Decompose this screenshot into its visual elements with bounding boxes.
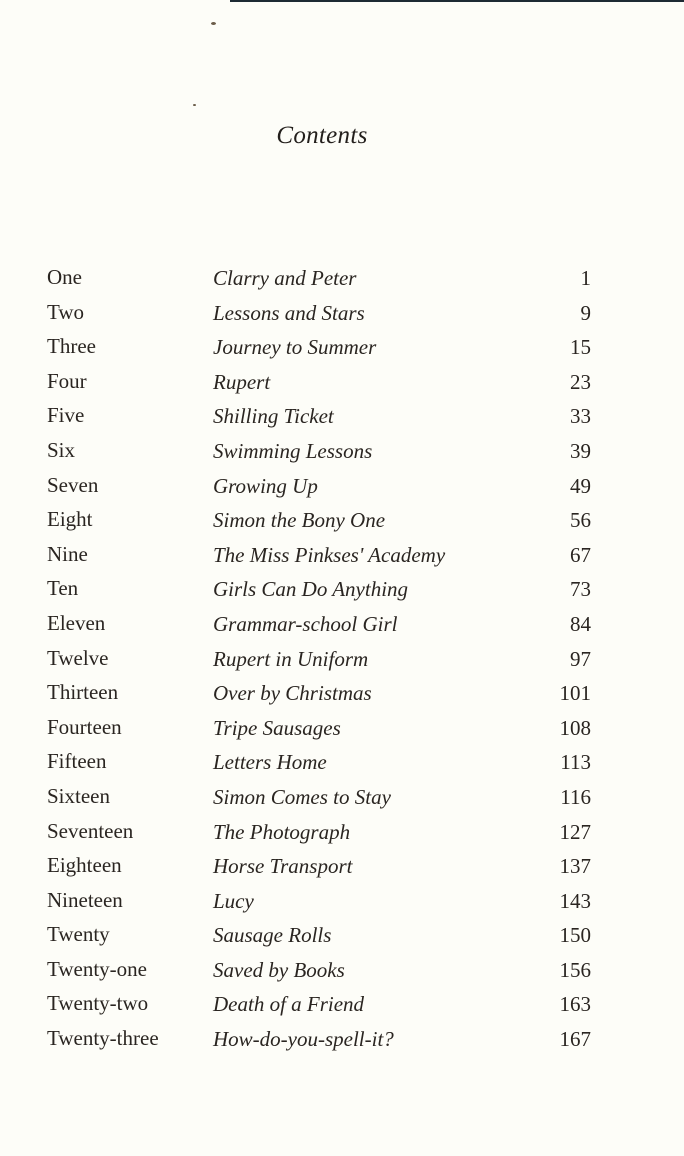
chapter-page-number: 163	[559, 992, 591, 1017]
chapter-title: Saved by Books	[213, 957, 345, 982]
toc-row	[0, 781, 684, 816]
chapter-page-number: 39	[570, 438, 591, 463]
chapter-number: Twelve	[47, 645, 109, 670]
toc-row	[0, 331, 684, 366]
chapter-page-number: 167	[559, 1027, 591, 1052]
chapter-page-number: 73	[570, 577, 591, 602]
chapter-title: How-do-you-spell-it?	[213, 1027, 394, 1052]
chapter-page-number: 116	[560, 784, 591, 809]
chapter-page-number: 15	[570, 335, 591, 360]
toc-row	[0, 746, 684, 781]
chapter-page-number: 56	[570, 508, 591, 533]
paper-speck	[211, 22, 216, 25]
chapter-title: Simon Comes to Stay	[213, 784, 391, 809]
table-of-contents	[0, 262, 684, 1058]
chapter-number: Two	[47, 299, 85, 324]
chapter-title: Over by Christmas	[213, 681, 372, 706]
chapter-number: Five	[47, 403, 85, 428]
toc-row	[0, 400, 684, 435]
page-title: Contents	[276, 122, 368, 149]
chapter-page-number: 67	[570, 542, 591, 567]
chapter-number: Twenty-one	[47, 956, 147, 981]
toc-row	[0, 470, 684, 505]
chapter-title: The Miss Pinkses' Academy	[213, 542, 446, 567]
toc-row	[0, 573, 684, 608]
chapter-number: Seventeen	[47, 818, 134, 843]
toc-row	[0, 435, 684, 470]
chapter-title: The Photograph	[213, 819, 351, 844]
chapter-page-number: 84	[570, 611, 591, 636]
chapter-number: Four	[47, 368, 87, 393]
toc-row	[0, 712, 684, 747]
chapter-page-number: 113	[560, 750, 591, 775]
toc-row	[0, 850, 684, 885]
chapter-page-number: 143	[559, 888, 591, 913]
chapter-page-number: 97	[570, 646, 591, 671]
chapter-number: Seven	[47, 472, 99, 497]
page-top-edge	[230, 0, 684, 2]
chapter-title: Tripe Sausages	[213, 715, 341, 740]
chapter-title: Girls Can Do Anything	[213, 577, 409, 602]
chapter-title: Clarry and Peter	[213, 266, 357, 290]
chapter-page-number: 108	[559, 715, 591, 740]
toc-row	[0, 988, 684, 1023]
toc-row	[0, 677, 684, 712]
chapter-title: Rupert in Uniform	[213, 646, 369, 671]
chapter-title: Death of a Friend	[213, 992, 365, 1017]
chapter-title: Growing Up	[213, 473, 318, 498]
chapter-number: Twenty	[47, 922, 110, 947]
chapter-number: Thirteen	[47, 680, 119, 705]
chapter-page-number: 23	[570, 369, 591, 394]
chapter-number: Three	[47, 334, 96, 359]
toc-row	[0, 262, 684, 297]
chapter-title: Rupert	[213, 369, 271, 394]
chapter-number: Eleven	[47, 610, 106, 635]
chapter-number: Fourteen	[47, 714, 122, 739]
toc-row	[0, 504, 684, 539]
toc-row	[0, 885, 684, 920]
chapter-number: Sixteen	[47, 783, 110, 808]
chapter-title: Journey to Summer	[213, 335, 377, 360]
chapter-page-number: 127	[559, 819, 591, 844]
toc-row	[0, 1023, 684, 1058]
chapter-title: Grammar-school Girl	[213, 611, 398, 636]
chapter-title: Horse Transport	[213, 854, 353, 879]
chapter-title: Simon the Bony One	[213, 508, 386, 533]
chapter-number: Twenty-three	[47, 1026, 159, 1051]
paper-speck	[193, 104, 196, 106]
chapter-page-number: 150	[559, 923, 591, 948]
chapter-title: Shilling Ticket	[213, 404, 334, 429]
chapter-number: Twenty-two	[47, 991, 149, 1016]
chapter-title: Lessons and Stars	[213, 300, 365, 325]
toc-row	[0, 816, 684, 851]
toc-row	[0, 366, 684, 401]
chapter-page-number: 156	[559, 957, 591, 982]
chapter-number: Nine	[47, 541, 88, 566]
toc-row	[0, 539, 684, 574]
chapter-number: Eighteen	[47, 853, 122, 878]
chapter-page-number: 1	[580, 266, 591, 290]
chapter-page-number: 33	[570, 404, 591, 429]
chapter-number: Six	[47, 437, 76, 462]
chapter-page-number: 9	[580, 300, 591, 325]
chapter-number: One	[47, 265, 82, 289]
toc-row	[0, 919, 684, 954]
chapter-number: Eight	[47, 507, 93, 532]
toc-row	[0, 643, 684, 678]
chapter-title: Letters Home	[213, 750, 327, 775]
chapter-page-number: 49	[570, 473, 591, 498]
chapter-number: Ten	[47, 576, 79, 601]
toc-row	[0, 608, 684, 643]
chapter-number: Fifteen	[47, 749, 107, 774]
chapter-title: Lucy	[213, 888, 254, 913]
toc-row	[0, 297, 684, 332]
chapter-page-number: 101	[559, 681, 591, 706]
chapter-number: Nineteen	[47, 887, 123, 912]
chapter-page-number: 137	[559, 854, 591, 879]
chapter-title: Sausage Rolls	[213, 923, 332, 948]
chapter-title: Swimming Lessons	[213, 438, 373, 463]
toc-row	[0, 954, 684, 989]
